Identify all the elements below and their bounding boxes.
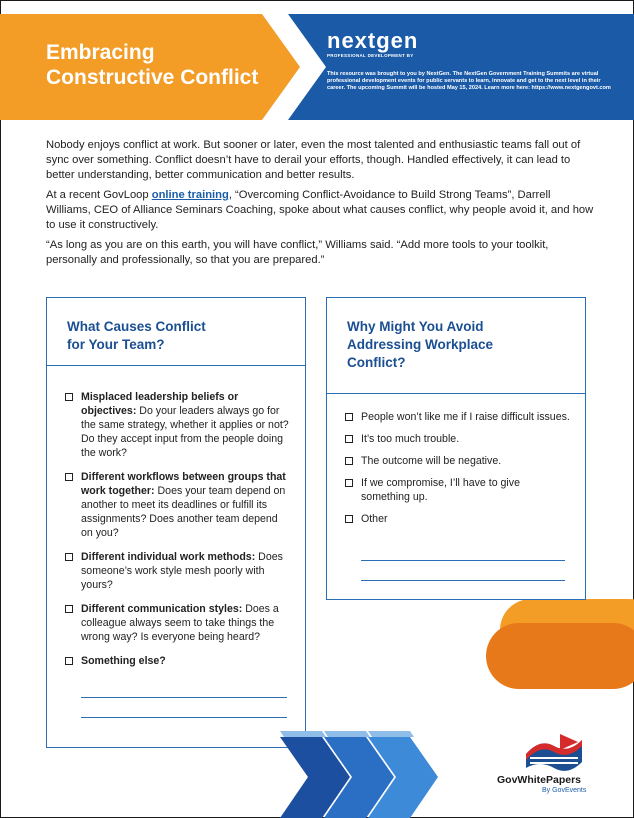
header-blurb: This resource was brought to you by NextGen. The NextGen Government Training Summits are virtual professional development events for public servants to learn, innovate and get to the next level in their career. The upcoming Summit will be hosted May 15, 2024. Learn more here: https://www.nextgengovt.com [327, 71, 611, 92]
item-text: Do your leaders always go for the same strategy, whether it applies or not? Do they accept input from the people doing the work? [81, 405, 289, 459]
quote-paragraph: “As long as you are on this earth, you will have conflict,” Williams said. “Add more tools to your toolkit, personally and professionally, so that you are prepared.” [46, 239, 549, 266]
item-bold: Misplaced leadership beliefs or objectives: [81, 391, 239, 417]
item-text: Does your team depend on another to meet its deadlines or fulfill its assignments? Does another team depend on you? [81, 485, 286, 539]
checkbox[interactable] [65, 393, 73, 401]
causes-checklist-box [46, 297, 306, 748]
govwhitepapers-logo-icon [520, 732, 590, 772]
list-item [345, 410, 571, 424]
page-title [46, 40, 258, 90]
causes-title-line1: What Causes Conflict [67, 319, 206, 334]
avoidance-title-line1: Why Might You Avoid [347, 319, 484, 334]
list-item [65, 550, 291, 592]
intro-paragraph: Nobody enjoys conflict at work. But sooner or later, even the most talented and enthusiastic teams fall out of sync over something. Conflict doesn’t have to derail your efforts, though. Handled effectively, it can lead to better understanding, better communication and better results. [46, 139, 581, 181]
decorative-chevrons [270, 725, 440, 818]
item-bold: Different individual work methods: [81, 551, 256, 563]
list-item [65, 602, 291, 644]
checkbox[interactable] [65, 605, 73, 613]
govwhitepapers-brand: GovWhitePapers [497, 774, 582, 786]
page-title-line1: Embracing [46, 41, 155, 64]
item-text: Other [361, 513, 388, 525]
write-in-line-2[interactable] [361, 580, 565, 581]
item-text: Does a colleague always seem to take things the wrong way? Is everyone being heard? [81, 603, 279, 643]
list-item [345, 432, 571, 446]
nextgen-logo: nextgen [327, 28, 419, 53]
checkbox[interactable] [345, 435, 353, 443]
checkbox[interactable] [345, 515, 353, 523]
checkbox[interactable] [65, 657, 73, 665]
causes-box-title [67, 318, 206, 354]
avoidance-title-line2: Addressing Workplace [347, 337, 494, 352]
item-text: People won’t like me if I raise difficult issues. [361, 411, 570, 423]
checkbox[interactable] [345, 479, 353, 487]
list-item [65, 390, 291, 460]
causes-list [65, 390, 291, 678]
checkbox[interactable] [345, 413, 353, 421]
checkbox[interactable] [65, 473, 73, 481]
avoidance-checklist-box [326, 297, 586, 600]
decorative-pill-shape [486, 585, 634, 695]
item-bold: Something else? [81, 655, 166, 667]
training-text-after: , “Overcoming Conflict-Avoidance to Build Strong Teams”, Darrell Williams, CEO of Alliance Seminars Coaching, spoke about what causes conflict, why people avoid it, and how to use it constructively. [46, 189, 594, 231]
write-in-line-1[interactable] [361, 560, 565, 561]
online-training-link[interactable]: online training [151, 189, 229, 201]
causes-box-header [47, 298, 305, 366]
checkbox[interactable] [345, 457, 353, 465]
write-in-line-1[interactable] [81, 697, 287, 698]
causes-title-line2: for Your Team? [67, 337, 165, 352]
govevents-byline: By GovEvents [542, 787, 587, 794]
list-item [345, 454, 571, 468]
list-item [345, 476, 571, 504]
list-item [65, 654, 291, 668]
item-text: It’s too much trouble. [361, 433, 460, 445]
item-bold: Different communication styles: [81, 603, 243, 615]
avoidance-box-header [327, 298, 585, 394]
avoidance-list [345, 410, 571, 534]
item-bold: Different workflows between groups that work together: [81, 471, 286, 497]
page-title-line2: Constructive Conflict [46, 66, 259, 89]
nextgen-logo-subtitle: PROFESSIONAL DEVELOPMENT BY [327, 53, 414, 58]
item-text: If we compromise, I’ll have to give something up. [361, 477, 520, 503]
checkbox[interactable] [65, 553, 73, 561]
list-item [345, 512, 571, 526]
training-paragraph [46, 188, 594, 233]
list-item [65, 470, 291, 540]
avoidance-box-title [347, 318, 493, 372]
training-text-before: At a recent GovLoop [46, 189, 152, 201]
avoidance-title-line3: Conflict? [347, 355, 406, 370]
item-text: The outcome will be negative. [361, 455, 502, 467]
item-text: Does someone’s work style mesh poorly with yours? [81, 551, 283, 591]
write-in-line-2[interactable] [81, 717, 287, 718]
